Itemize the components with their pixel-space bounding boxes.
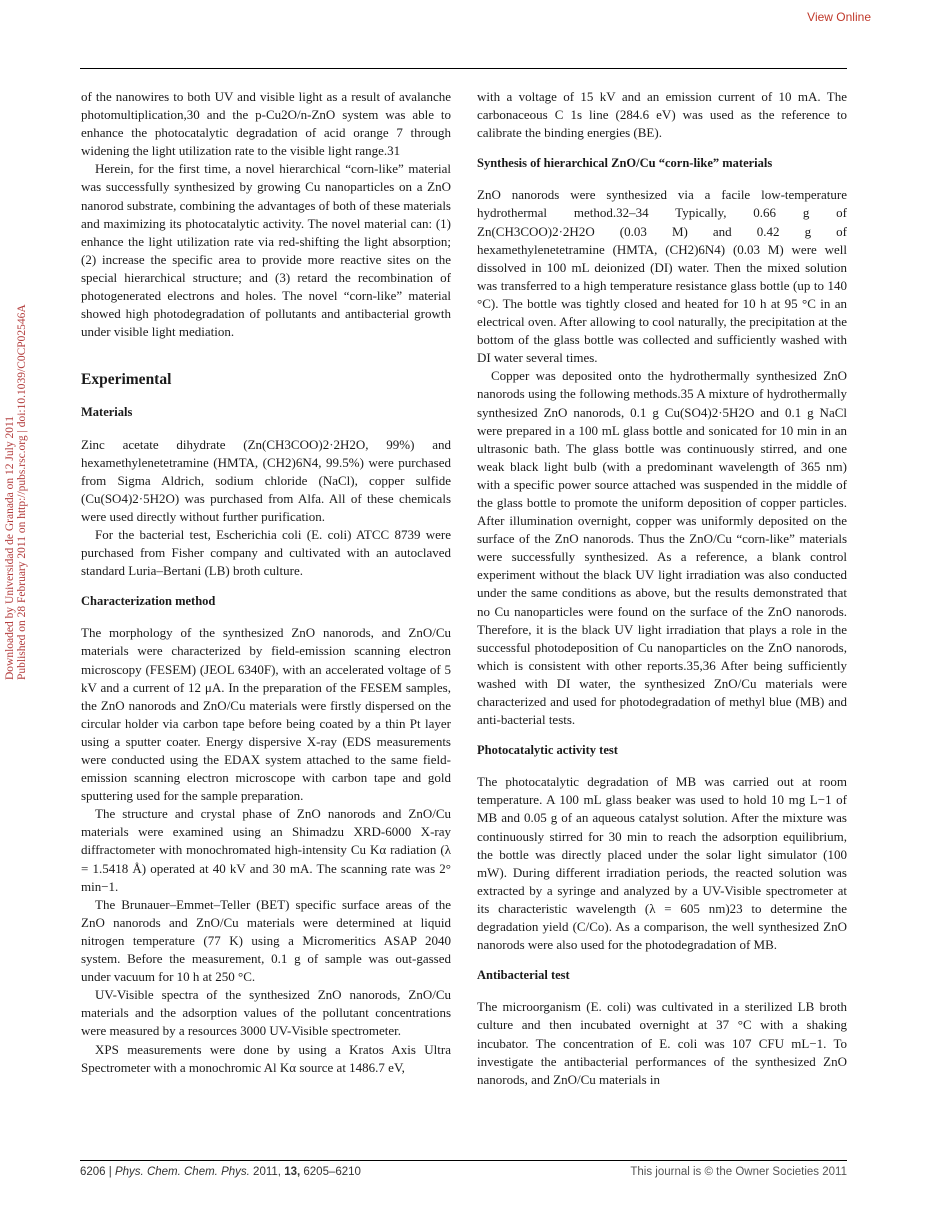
download-notice — [4, 300, 28, 680]
paragraph: of the nanowires to both UV and visible light as a result of avalanche photomultiplication,30 and the p-Cu2O/n-ZnO system was able to enhance the photocatalytic degradation of acid orange 7 through widening the light utilization rate to the visible light range.31 — [81, 89, 451, 159]
right-column — [477, 88, 847, 1089]
paragraph: Zinc acetate dihydrate (Zn(CH3COO)2·2H2O, 99%) and hexamethylenetetramine (HMTA, (CH2)6N4, 99.5%) were purchased from Sigma Aldrich, sodium chloride (NaCl), copper sulfide (Cu(SO4)2·5H2O) was purchased from Alfa. All of these chemicals were used directly without further purification. — [81, 436, 451, 524]
paragraph: The Brunauer–Emmet–Teller (BET) specific surface areas of the ZnO nanorods and ZnO/Cu materials were determined at liquid nitrogen temperature (77 K) using a Micromeritics ASAP 2040 system. Before the measurement, 0.1 g of sample was out-gassed under vacuum for 10 h at 250 °C. — [81, 896, 451, 985]
paragraph: Copper was deposited onto the hydrothermally synthesized ZnO nanorods using the following methods.35 A mixture of hydrothermally synthesized ZnO nanorods, 0.1 g Cu(SO4)2·5H2O and 0.1 g NaCl were prepared in a 100 mL glass bottle and sonicated for 10 min in an ultrasonic bath. The glass bottle was continuously stirred, and one weak black light bulb (with a predominant wavelength of 365 nm) with a specific power source attached was suspended in the middle of the glass bottle to promote the uniform deposition of copper particles. After illumination overnight, copper was uniformly deposited on the surface of the ZnO nanorods. Thus the ZnO/Cu “corn-like” materials were successfully synthesized. As a reference, a blank control experiment without the black UV light irradiation was also conducted under the same conditions as above, but the results demonstrated that no Cu nanoparticles were found on the surface of the ZnO nanorods. Therefore, it is the black UV light irradiation that plays a role in the successful photodeposition of Cu nanoparticles on the ZnO nanorods, which is consistent with other reports.35,36 After being sufficiently washed with DI water, the synthesized ZnO/Cu materials were characterized and used for photodegradation of methyl blue (MB) and anti-bacterial tests. — [477, 368, 847, 728]
left-column — [81, 88, 451, 1077]
bottom-rule — [80, 1160, 847, 1161]
paragraph: The structure and crystal phase of ZnO nanorods and ZnO/Cu materials were examined using an Shimadzu XRD-6000 X-ray diffractometer with monochromated high-intensity Cu Kα radiation (λ = 1.5418 Å) operated at 40 kV and 30 mA. The scanning rate was 2° min−1. — [81, 806, 451, 894]
paragraph: Herein, for the first time, a novel hierarchical “corn-like” material was successfully synthesized by growing Cu nanoparticles on a ZnO nanorod substrate, combining the advantages of both of these materials and maximizing its photocatalytic activity. The novel material can: (1) enhance the light utilization rate via red-shifting the light absorption; (2) increase the specific area to provide more reactive sites on the special hierarchical structure; and (3) retard the recombination of photogenerated electrons and holes. The novel “corn-like” material showed high photodegradation of pollutants and antibacterial growth under visible light mediation. — [81, 161, 451, 340]
journal-name: Phys. Chem. Chem. Phys. — [114, 1166, 250, 1178]
subsection-heading-photocatalytic: Photocatalytic activity test — [477, 743, 618, 758]
subsection-heading-materials: Materials — [81, 405, 133, 420]
view-online-link[interactable]: View Online — [807, 10, 871, 24]
page-number: 6206 — [80, 1166, 106, 1178]
download-notice-line2: Published on 28 February 2011 on http://pubs.rsc.org | doi:10.1039/C0CP02546A — [16, 304, 28, 680]
journal-volume: 13, — [284, 1166, 301, 1178]
paragraph: For the bacterial test, Escherichia coli (E. coli) ATCC 8739 were purchased from Fisher company and cultivated with an autoclaved standard Luria–Bertani (LB) broth culture. — [81, 526, 451, 579]
subsection-heading-characterization: Characterization method — [81, 594, 216, 609]
footer-citation: 6206 | Phys. Chem. Chem. Phys. 2011, 13, 6205–6210 — [80, 1166, 361, 1178]
journal-pages: 6205–6210 — [303, 1166, 361, 1178]
top-rule — [80, 68, 847, 69]
paragraph: with a voltage of 15 kV and an emission current of 10 mA. The carbonaceous C 1s line (284.6 eV) was used as the reference to calibrate the binding energies (BE). — [477, 89, 847, 141]
subsection-heading-synthesis: Synthesis of hierarchical ZnO/Cu “corn-like” materials — [477, 156, 773, 171]
journal-year: 2011, — [253, 1166, 281, 1178]
paragraph: The morphology of the synthesized ZnO nanorods, and ZnO/Cu materials were characterized by field-emission scanning electron microscopy (FESEM) (JEOL 6340F), with an accelerated voltage of 5 kV and a current of 12 μA. In the preparation of the FESEM samples, the ZnO nanorods and ZnO/Cu materials were firstly dispersed on the circular holder via carbon tape before being coated by a thin Pt layer using a sputter coater. Energy dispersive X-ray (EDS measurements were conducted using the EDAX system attached to the same field-emission scanning electron microscope with carbon tape and gold sputtering used for the sample preparation. — [81, 625, 451, 804]
paragraph: UV-Visible spectra of the synthesized ZnO nanorods, ZnO/Cu materials and the adsorption values of the pollutant concentrations were measured by a resources 3000 UV-Visible spectrometer. — [81, 987, 451, 1039]
paragraph: ZnO nanorods were synthesized via a facile low-temperature hydrothermal method.32–34 Typically, 0.66 g of Zn(CH3COO)2·2H2O (0.03 M) and 0.42 g of hexamethylenetetramine (HMTA, (CH2)6N4) (0.03 M) were well dissolved in 100 mL deionized (DI) water. Then the mixed solution was transferred to a high temperature resistance glass bottle (up to 140 °C). The bottle was tightly closed and heated for 10 h at 95 °C in an electrical oven. After allowing to cool naturally, the precipitation at the bottom of the glass bottle was collected and sufficiently washed with DI water several times. — [477, 187, 847, 366]
subsection-heading-antibacterial: Antibacterial test — [477, 968, 570, 983]
paragraph: The microorganism (E. coli) was cultivated in a sterilized LB broth culture and then incubated overnight at 37 °C with a shaking incubator. The concentration of E. coli was 107 CFU mL−1. To investigate the antibacterial performances of the synthesized ZnO nanorods, and ZnO/Cu materials in — [477, 999, 847, 1087]
paragraph: XPS measurements were done by using a Kratos Axis Ultra Spectrometer with a monochromic Al Kα source at 1486.7 eV, — [81, 1041, 451, 1075]
section-heading-experimental: Experimental — [81, 371, 172, 389]
copyright-notice: This journal is © the Owner Societies 2011 — [630, 1166, 847, 1178]
paragraph: The photocatalytic degradation of MB was carried out at room temperature. A 100 mL glass beaker was used to hold 10 mg L−1 of MB and 0.05 g of an aqueous catalyst solution. After the mixture was continuously stirred for 30 min to reach the adsorption equilibrium, the bottle was directly placed under the solar light simulator (100 mW). During different irradiation periods, the reacted solution was extracted by a syringe and analyzed by a UV-Visible spectrometer at its characteristic wavelength (λ = 605 nm)23 to determine the degradation yield (C/Co). As a comparison, the well synthesized ZnO nanorods were also used for the photodegradation of MB. — [477, 774, 847, 953]
download-notice-line1: Downloaded by Universidad de Granada on 12 July 2011 — [4, 415, 16, 680]
